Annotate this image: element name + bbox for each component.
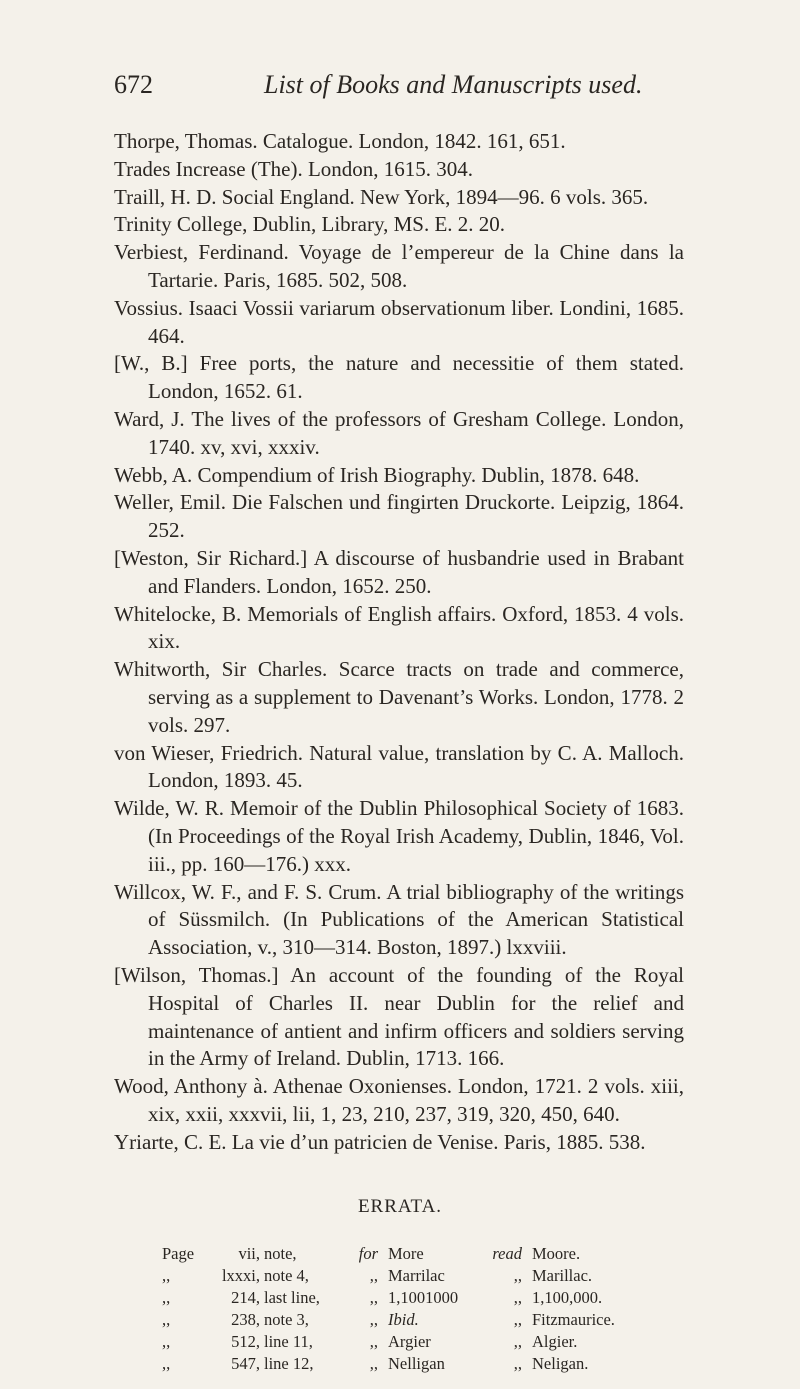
errata-read-label: ,,	[513, 1354, 522, 1373]
running-title: List of Books and Manuscripts used.	[264, 70, 643, 99]
bibliography-entry: Willcox, W. F., and F. S. Crum. A trial bibliography of the writings of Süssmilch. (In Publications of the American Statistical Association, v., 310—314. Boston, 1897.) lxxviii.	[114, 879, 684, 960]
errata-page: 214,	[231, 1288, 260, 1307]
errata-read-label: ,,	[513, 1332, 522, 1351]
bibliography-entry: Thorpe, Thomas. Catalogue. London, 1842. 161, 651.	[114, 129, 566, 153]
errata-read-label: ,,	[513, 1288, 522, 1307]
errata-wrong: Argier	[388, 1332, 431, 1351]
errata-for-label: ,,	[369, 1332, 378, 1351]
errata-wrong: More	[388, 1244, 424, 1263]
errata-read-label: ,,	[513, 1266, 522, 1285]
errata-row	[162, 1288, 615, 1310]
errata-wrong: Marrilac	[388, 1266, 445, 1285]
errata-row	[162, 1266, 615, 1288]
bibliography-entry: Whitelocke, B. Memorials of English affairs. Oxford, 1853. 4 vols. xix.	[114, 601, 684, 654]
errata-location: line 11,	[264, 1332, 313, 1351]
bibliography-entry: Wilde, W. R. Memoir of the Dublin Philosophical Society of 1683. (In Proceedings of the Royal Irish Academy, Dublin, 1846, Vol. iii., pp. 160—176.) xxx.	[114, 796, 684, 876]
bibliography-entry: Vossius. Isaaci Vossii variarum observationum liber. Londini, 1685. 464.	[114, 295, 684, 348]
bibliography-entry: Webb, A. Compendium of Irish Biography. Dublin, 1878. 648.	[114, 462, 640, 487]
bibliography-entry: Verbiest, Ferdinand. Voyage de l’empereur de la Chine dans la Tartarie. Paris, 1685. 502, 508.	[114, 240, 684, 292]
errata-correct: Fitzmaurice.	[532, 1310, 615, 1329]
errata-location: note 4,	[264, 1266, 309, 1285]
errata-for-label: ,,	[369, 1288, 378, 1307]
errata-row	[162, 1354, 615, 1376]
bibliography-entry: Whitworth, Sir Charles. Scarce tracts on trade and commerce, serving as a supplement to Davenant’s Works. London, 1778. 2 vols. 297.	[114, 657, 684, 737]
errata-for-label: ,,	[369, 1310, 378, 1329]
bibliography-entry: von Wieser, Friedrich. Natural value, translation by C. A. Malloch. London, 1893. 45.	[114, 740, 684, 793]
errata-heading: ERRATA.	[357, 1196, 443, 1217]
bibliography-entry: Trades Increase (The). London, 1615. 304.	[114, 156, 474, 181]
errata-wrong: Ibid.	[388, 1310, 419, 1329]
errata-page-label: ,,	[162, 1354, 171, 1373]
errata-page-label: ,,	[162, 1332, 171, 1351]
errata-page: vii,	[238, 1244, 260, 1263]
errata-row	[162, 1332, 615, 1354]
bibliography-entry: Yriarte, C. E. La vie d’un patricien de Venise. Paris, 1885. 538.	[114, 1129, 646, 1154]
errata-page: lxxxi,	[221, 1266, 260, 1285]
errata-correct: Marillac.	[532, 1266, 593, 1285]
errata-page: 547,	[231, 1354, 260, 1373]
errata-location: line 12,	[264, 1354, 314, 1373]
errata-location: note 3,	[264, 1310, 309, 1329]
page-number: 672	[114, 70, 153, 99]
errata-page-label: Page	[162, 1244, 195, 1263]
errata-for-label: ,,	[369, 1266, 378, 1285]
errata-correct: 1,100,000.	[532, 1288, 603, 1307]
bibliography-entry: [Wilson, Thomas.] An account of the founding of the Royal Hospital of Charles II. near Dublin for the relief and maintenance of antient and infirm officers and soldiers serving in the Army of Ireland. Dublin, 1713. 166.	[114, 962, 684, 1071]
errata-for-label: ,,	[369, 1354, 378, 1373]
bibliography-entry: Wood, Anthony à. Athenae Oxonienses. London, 1721. 2 vols. xiii, xix, xxii, xxxvii, lii, 1, 23, 210, 237, 319, 320, 450, 640.	[114, 1074, 684, 1126]
bibliography-entry: Weller, Emil. Die Falschen und fingirten Druckorte. Leipzig, 1864. 252.	[114, 490, 684, 543]
errata-page: 512,	[231, 1332, 260, 1351]
errata-page-label: ,,	[162, 1310, 171, 1329]
bibliography-list	[114, 128, 684, 1156]
errata-wrong: 1,1001000	[388, 1288, 459, 1307]
errata-location: last line,	[264, 1288, 320, 1307]
errata-table	[162, 1244, 615, 1376]
errata-read-label: read	[492, 1244, 522, 1263]
errata-wrong: Nelligan	[388, 1354, 445, 1373]
errata-read-label: ,,	[513, 1310, 522, 1329]
bibliography-entry: Traill, H. D. Social England. New York, 1894—96. 6 vols. 365.	[114, 184, 649, 209]
errata-correct: Moore.	[532, 1244, 581, 1263]
errata-page: 238,	[231, 1310, 260, 1329]
errata-correct: Neligan.	[532, 1354, 589, 1373]
bibliography-entry: [W., B.] Free ports, the nature and necessitie of them stated. London, 1652. 61.	[114, 351, 684, 404]
errata-page-label: ,,	[162, 1266, 171, 1285]
errata-page-label: ,,	[162, 1288, 171, 1307]
errata-correct: Algier.	[532, 1332, 578, 1351]
bibliography-entry: Trinity College, Dublin, Library, MS. E. 2. 20.	[114, 212, 506, 237]
bibliography-entry: Ward, J. The lives of the professors of Gresham College. London, 1740. xv, xvi, xxxiv.	[114, 406, 684, 459]
page-header	[114, 70, 714, 110]
errata-location: note,	[264, 1244, 297, 1263]
errata-row	[162, 1310, 615, 1332]
errata-for-label: for	[358, 1244, 378, 1263]
bibliography-entry: [Weston, Sir Richard.] A discourse of husbandrie used in Brabant and Flanders. London, 1652. 250.	[114, 545, 684, 598]
errata-row	[162, 1244, 615, 1266]
